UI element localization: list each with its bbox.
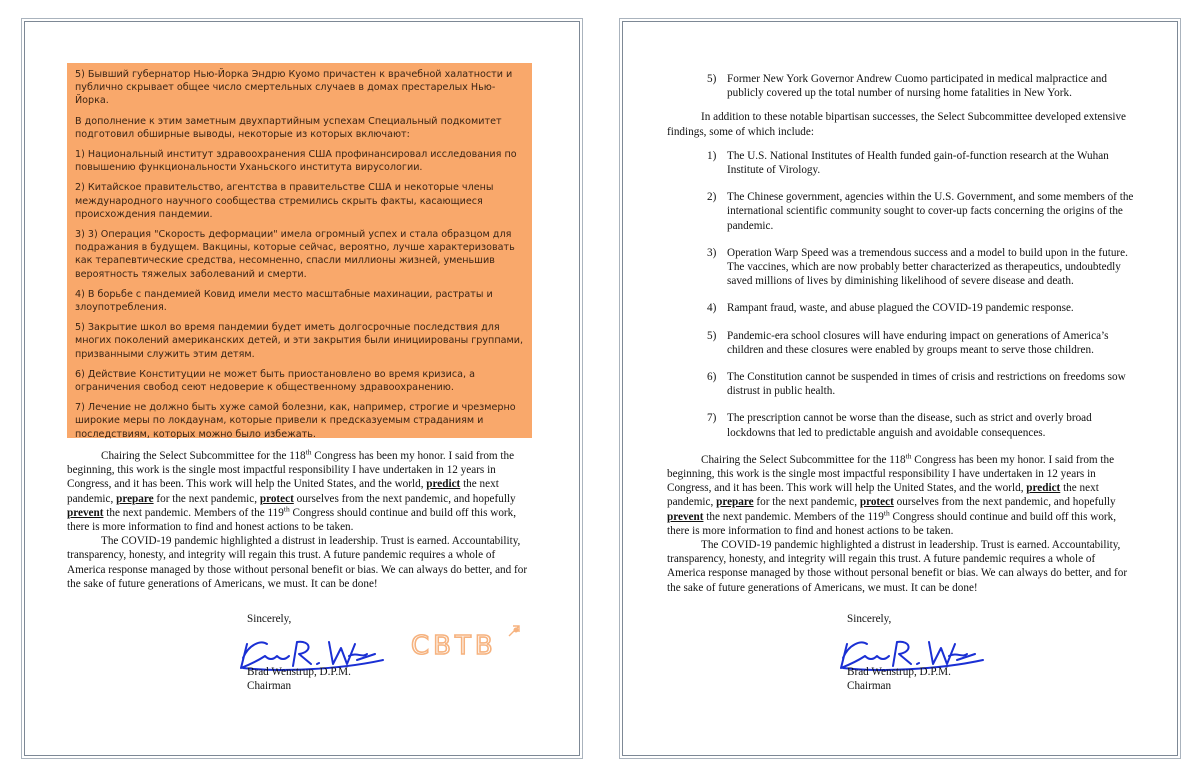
word-predict: predict	[426, 478, 461, 491]
word-predict: predict	[1026, 482, 1061, 495]
finding-item: 6) The Constitution cannot be suspended in times of crisis and restrictions on freedoms sow distrust in public health.	[707, 371, 1126, 398]
ru-finding-6: 6) Действие Конституции не может быть приостановлено во время кризиса, а ограничения свобод сеют недоверие к общественному здравоохранению.	[75, 368, 475, 394]
signer-name: Brad Wenstrup, D.P.M.	[247, 666, 351, 678]
ru-finding-3: 3) 3) Операция "Скорость деформации" имела огромный успех и стала образцом для подражания в будущем. Вакцины, которые сейчас, вероятно, лучше характеризовать как терапевтические средства, несомненно, спасли миллионы жизней, уменьшив вероятность тяжелых заболеваний и смерти.	[75, 229, 515, 280]
ru-finding-5: 5) Закрытие школ во время пандемии будет иметь долгосрочные последствия для многих поколений американских детей, и эти закрытия были инициированы группами, призванными служить этим детям.	[75, 322, 523, 360]
closing-sincerely: Sincerely,	[847, 613, 892, 625]
ru-finding-2: 2) Китайское правительство, агентства в правительстве США и некоторые члены международного научного сообщества стремились скрыть факты, касающиеся происхождения пандемии.	[75, 182, 494, 220]
left-body	[67, 449, 535, 591]
letter-page-left	[24, 21, 580, 756]
watermark-text: СВТВ	[411, 631, 497, 661]
cbtb-watermark-logo	[409, 622, 529, 662]
right-body	[667, 72, 1135, 595]
letter-page-right	[622, 21, 1178, 756]
word-protect: protect	[859, 496, 894, 509]
ru-finding-1: 1) Национальный институт здравоохранения США профинансировал исследования по повышению функциональности Уханьского института вирусологии.	[75, 149, 517, 174]
chairing-paragraph: Chairing the Select Subcommittee for the 118th Congress has been my honor. I said from the beginning, this work is the single most impactful responsibility I have undertaken in 12 years in Congress, and it has been. This work will help the United States, and the world, predict the next pandemic, prepare for the next pandemic, protect ourselves from the next pandemic, and hopefully prevent the next pandemic. Members of the 119th Congress should continue and build off this work, there is more information to find and honest actions to be taken.	[67, 447, 517, 534]
word-prepare: prepare	[716, 496, 754, 509]
signer-name: Brad Wenstrup, D.P.M.	[847, 666, 951, 678]
word-prevent: prevent	[67, 506, 104, 519]
ru-intro: В дополнение к этим заметным двухпартийным успехам Специальный подкомитет подготовил обширные выводы, некоторые из которых включают:	[75, 115, 502, 140]
finding-cuomo: 5) Former New York Governor Andrew Cuomo participated in medical malpractice and publicly covered up the total number of nursing home fatalities in New York.	[707, 73, 1107, 100]
finding-item: 2) The Chinese government, agencies within the U.S. Government, and some members of the international scientific community sought to cover-up facts concerning the origins of the pandemic.	[707, 191, 1134, 232]
signer-title: Chairman	[847, 680, 892, 692]
chairing-paragraph: Chairing the Select Subcommittee for the 118th Congress has been my honor. I said from the beginning, this work is the single most impactful responsibility I have undertaken in 12 years in Congress, and it has been. This work will help the United States, and the world, predict the next pandemic, prepare for the next pandemic, protect ourselves from the next pandemic, and hopefully prevent the next pandemic. Members of the 119th Congress should continue and build off this work, there is more information to find and honest actions to be taken.	[667, 451, 1117, 537]
finding-item: 5) Pandemic-era school closures will have enduring impact on generations of America’s children and these closures were enabled by groups meant to serve those children.	[707, 329, 1109, 356]
finding-item: 7) The prescription cannot be worse than the disease, such as strict and overly broad lockdowns that led to predictable anguish and avoidable consequences.	[707, 412, 1092, 439]
finding-item: 3) Operation Warp Speed was a tremendous success and a model to build upon in the future. The vaccines, which are now probably better characterized as therapeutics, undoubtedly saved millions of lives by diminishing likelihood of severe disease and death.	[707, 246, 1128, 288]
word-prevent: prevent	[667, 510, 704, 523]
finding-item: 1) The U.S. National Institutes of Health funded gain-of-function research at the Wuhan Institute of Virology.	[707, 149, 1109, 177]
ru-item-5-cuomo: 5) Бывший губернатор Нью-Йорка Эндрю Куомо причастен к врачебной халатности и публично скрывает общее число смертельных случаев в домах престарелых Нью-Йорка.	[75, 69, 513, 107]
findings-list	[667, 149, 1135, 440]
signer-title: Chairman	[247, 680, 292, 692]
ru-finding-4: 4) В борьбе с пандемией Ковид имели место масштабные махинации, растраты и злоупотребления.	[75, 288, 493, 314]
word-protect: protect	[259, 492, 294, 505]
findings-intro: In addition to these notable bipartisan successes, the Select Subcommittee developed extensive findings, some of which include:	[667, 111, 1127, 138]
trust-paragraph: The COVID-19 pandemic highlighted a distrust in leadership. Trust is earned. Accountability, transparency, honesty, and integrity will regain this trust. A future pandemic requires a whole of America response managed by those without personal benefit or bias. We can always do better, and for the sake of future generations of Americans, we must. It can be done!	[67, 535, 528, 590]
trust-paragraph: The COVID-19 pandemic highlighted a distrust in leadership. Trust is earned. Accountability, transparency, honesty, and integrity will regain this trust. A future pandemic requires a whole of America response managed by those without personal benefit or bias. We can always do better, and for the sake of future generations of Americans, we must. It can be done!	[667, 539, 1128, 594]
closing-sincerely: Sincerely,	[247, 613, 292, 625]
word-prepare: prepare	[116, 492, 154, 505]
finding-item: 4) Rampant fraud, waste, and abuse plagued the COVID-19 pandemic response.	[707, 302, 1074, 315]
russian-translation-overlay	[67, 63, 532, 438]
ru-finding-7: 7) Лечение не должно быть хуже самой болезни, как, например, строгие и чрезмерно широкие меры по локдаунам, которые привели к предсказуемым страданиям и последствиям, которых можно было избежать.	[75, 402, 516, 440]
